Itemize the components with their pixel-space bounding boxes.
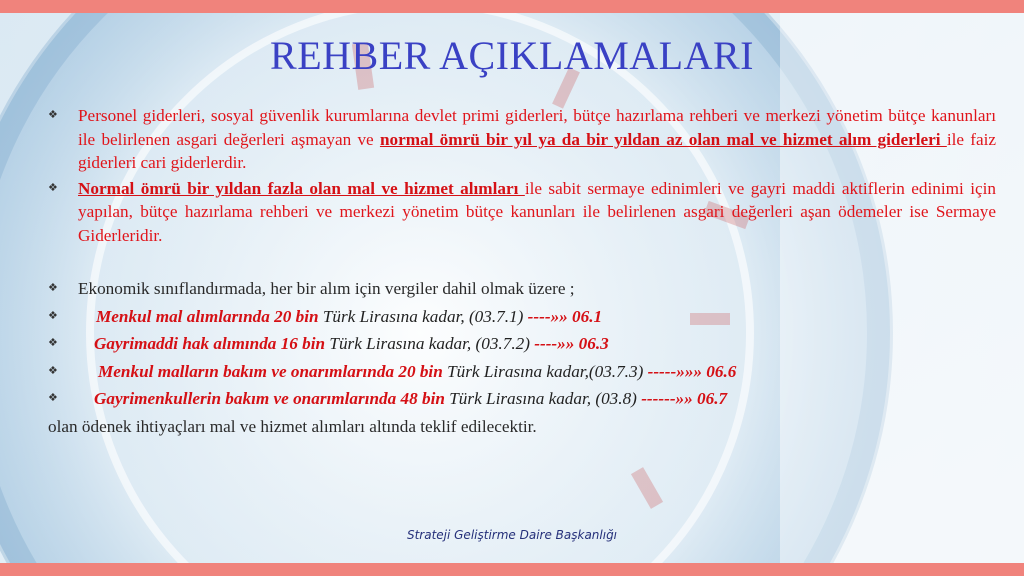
item-bold: Menkul malların bakım ve onarımlarında 20 bin [98, 361, 443, 381]
item-code: ----»» 06.1 [523, 306, 603, 326]
paragraph-sermaye-giderleri [48, 177, 996, 248]
diamond-bullet-icon: ❖ [48, 364, 58, 377]
footer-department: Strateji Geliştirme Daire Başkanlığı [406, 528, 618, 542]
para1-text-1: Personel giderleri, sosyal güvenlik kurumlarına devlet primi giderleri, bütçe hazırlama rehberi ve merkezi yönetim bütçe kanunları ile belirlenen asgari değerleri aşmayan ve [78, 106, 996, 149]
item-plain: Türk Lirasına kadar, (03.7.2) [325, 334, 530, 353]
top-accent-band [0, 0, 1024, 13]
para2-text: ile sabit sermaye edinimleri ve gayri maddi aktiflerin edinimi için yapılan, bütçe hazırlama rehberi ve merkezi yönetim bütçe kanunları ile belirlenen asgari değerleri aşan ödemeler ise Sermaye Giderleridir. [78, 178, 996, 245]
slide-title: REHBER AÇIKLAMALARI [270, 33, 754, 78]
diamond-bullet-icon: ❖ [48, 282, 58, 294]
item-bold: Gayrimaddi hak alımında 16 bin [94, 334, 326, 353]
diamond-bullet-icon: ❖ [48, 392, 58, 404]
para1-underlined: normal ömrü bir yıl ya da bir yıldan az olan mal ve hizmet alım giderleri [379, 129, 947, 149]
paragraph-cari-giderler [48, 104, 996, 175]
item-code: ----»» 06.3 [529, 334, 609, 353]
list-item [48, 360, 996, 384]
item-bold: Menkul mal alımlarında 20 bin [96, 306, 319, 326]
paragraph-ekonomik [48, 277, 996, 301]
item-code: -----»»» 06.6 [643, 361, 737, 381]
closing-line: olan ödenek ihtiyaçları mal ve hizmet alımları altında teklif edilecektir. [48, 416, 537, 436]
bottom-accent-band [0, 563, 1024, 576]
item-bold: Gayrimenkullerin bakım ve onarımlarında 48 bin [94, 389, 445, 408]
list-item [48, 305, 996, 329]
item-plain: Türk Lirasına kadar, (03.7.1) [318, 306, 524, 326]
diamond-bullet-icon: ❖ [48, 109, 58, 121]
item-plain: Türk Lirasına kadar,(03.7.3) [442, 361, 644, 381]
para1-text-2: ile faiz giderleri cari giderlerdir. [78, 129, 997, 172]
list-item [48, 332, 996, 356]
item-code: ------»» 06.7 [636, 389, 728, 408]
diamond-bullet-icon: ❖ [48, 181, 58, 194]
slide-body [48, 104, 996, 438]
list-item [48, 387, 996, 411]
item-plain: Türk Lirasına kadar, (03.8) [444, 389, 637, 408]
para3-text: Ekonomik sınıflandırmada, her bir alım için vergiler dahil olmak üzere ; [78, 279, 575, 298]
para2-underlined: Normal ömrü bir yıldan fazla olan mal ve hizmet alımları [78, 178, 525, 198]
diamond-bullet-icon: ❖ [48, 337, 58, 349]
diamond-bullet-icon: ❖ [48, 309, 58, 322]
